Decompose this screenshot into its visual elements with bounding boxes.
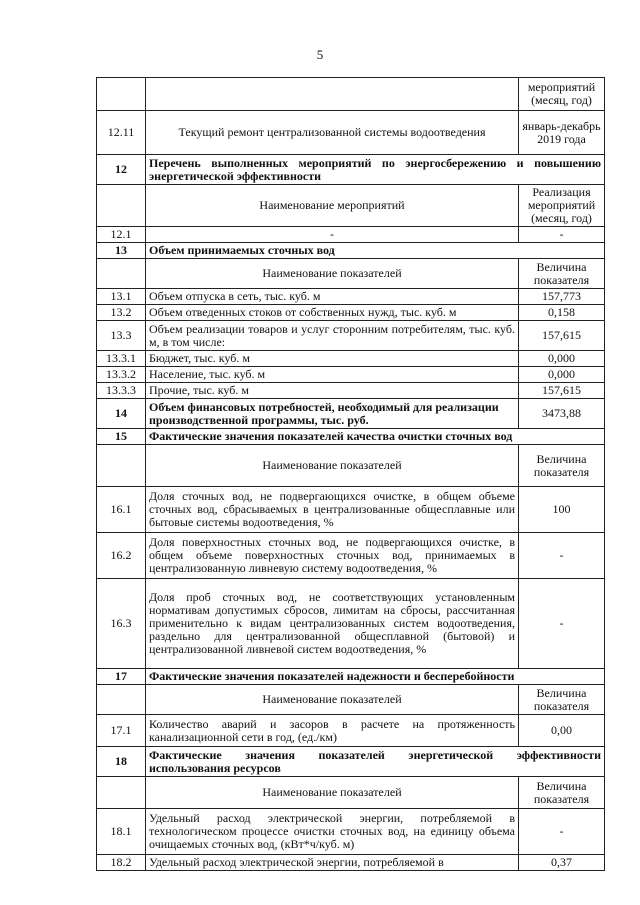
- table-row: [97, 855, 605, 871]
- row-name: Текущий ремонт централизованной системы водоотведения: [146, 111, 519, 155]
- column-header-row: [97, 685, 605, 715]
- table-row: [97, 351, 605, 367]
- table-row: [97, 305, 605, 321]
- column-header-value: Величина показателя: [519, 445, 605, 487]
- empty-cell: [97, 185, 146, 227]
- table-row: [97, 533, 605, 579]
- row-name: -: [146, 227, 519, 243]
- column-header-row: [97, 777, 605, 809]
- section-number: 17: [97, 669, 146, 685]
- row-number: 13.1: [97, 289, 146, 305]
- section-title: Фактические значения показателей энергетической эффективности использования ресурсов: [146, 747, 605, 777]
- section-title: Фактические значения показателей качества очистки сточных вод: [146, 429, 605, 445]
- column-header-value: Величина показателя: [519, 685, 605, 715]
- section-number: 12: [97, 155, 146, 185]
- row-name: Прочие, тыс. куб. м: [146, 383, 519, 399]
- empty-cell: [97, 259, 146, 289]
- row-value: январь-декабрь 2019 года: [519, 111, 605, 155]
- column-header-name: Наименование показателей: [146, 445, 519, 487]
- row-name: Объем отведенных стоков от собственных нужд, тыс. куб. м: [146, 305, 519, 321]
- empty-cell: [97, 777, 146, 809]
- table-row: [97, 487, 605, 533]
- empty-cell: [97, 445, 146, 487]
- row-name: Бюджет, тыс. куб. м: [146, 351, 519, 367]
- row-number: 17.1: [97, 715, 146, 747]
- section-number: 15: [97, 429, 146, 445]
- row-name: Удельный расход электрической энергии, потребляемой в технологическом процессе очистки сточных вод, на единицу объема очищаемых сточных вод, (кВт*ч/куб. м): [146, 809, 519, 855]
- row-number: 13.3.2: [97, 367, 146, 383]
- column-header-value: Величина показателя: [519, 777, 605, 809]
- row-value: 0,37: [519, 855, 605, 871]
- table-row: [97, 367, 605, 383]
- column-header-name: Наименование показателей: [146, 259, 519, 289]
- row-name: Удельный расход электрической энергии, потребляемой в: [146, 855, 519, 871]
- row-value: 0,000: [519, 367, 605, 383]
- row-value: -: [519, 579, 605, 669]
- row-number: 12.1: [97, 227, 146, 243]
- row-value: -: [519, 809, 605, 855]
- row-number: 13.3: [97, 321, 146, 351]
- row-name: Население, тыс. куб. м: [146, 367, 519, 383]
- row-value: 0,158: [519, 305, 605, 321]
- column-header-name: Наименование показателей: [146, 685, 519, 715]
- section-title: Фактические значения показателей надежности и бесперебойности: [146, 669, 605, 685]
- row-name: Объем отпуска в сеть, тыс. куб. м: [146, 289, 519, 305]
- table-row: [97, 383, 605, 399]
- column-header-value: Реализация мероприятий (месяц, год): [519, 185, 605, 227]
- row-number: 16.1: [97, 487, 146, 533]
- section-header-row: [97, 155, 605, 185]
- row-number: [97, 78, 146, 111]
- table-row: [97, 715, 605, 747]
- row-number: 18.1: [97, 809, 146, 855]
- column-header-value: Величина показателя: [519, 259, 605, 289]
- section-title: Объем принимаемых сточных вод: [146, 243, 605, 259]
- row-number: 16.2: [97, 533, 146, 579]
- row-value: 0,00: [519, 715, 605, 747]
- section-header-row: [97, 429, 605, 445]
- section-header-row: [97, 243, 605, 259]
- section-number: 18: [97, 747, 146, 777]
- row-value: 157,615: [519, 321, 605, 351]
- row-number: 18.2: [97, 855, 146, 871]
- column-header-name: Наименование мероприятий: [146, 185, 519, 227]
- row-name: Доля проб сточных вод, не соответствующих установленным нормативам допустимых сбросов, лимитам на сбросы, рассчитанная применительно к видам централизованных систем водоотведения, раздельно для централизованной общесплавной (бытовой) и централизованной ливневой систем водоотведения, %: [146, 579, 519, 669]
- row-name: [146, 78, 519, 111]
- row-name: Количество аварий и засоров в расчете на протяженность канализационной сети в год, (ед./км): [146, 715, 519, 747]
- row-number: 13.3.3: [97, 383, 146, 399]
- column-header-row: [97, 185, 605, 227]
- row-value: 157,615: [519, 383, 605, 399]
- empty-cell: [97, 685, 146, 715]
- section-number: 13: [97, 243, 146, 259]
- row-name: Объем реализации товаров и услуг сторонним потребителям, тыс. куб. м, в том числе:: [146, 321, 519, 351]
- row-name: Доля поверхностных сточных вод, не подвергающихся очистке, в общем объеме поверхностных сточных вод, принимаемых в централизованную ливневую систему водоотведения, %: [146, 533, 519, 579]
- row-value: 0,000: [519, 351, 605, 367]
- section-title: Перечень выполненных мероприятий по энергосбережению и повышению энергетической эффективности: [146, 155, 605, 185]
- page-number: 5: [316, 47, 324, 62]
- table-row: [97, 579, 605, 669]
- table-row: [97, 227, 605, 243]
- row-value: -: [519, 533, 605, 579]
- row-value: -: [519, 227, 605, 243]
- row-number: 13.3.1: [97, 351, 146, 367]
- column-header-row: [97, 445, 605, 487]
- row-value: 100: [519, 487, 605, 533]
- table-row: [97, 321, 605, 351]
- indicators-table: [96, 77, 605, 871]
- table-row: [97, 399, 605, 429]
- row-number: 12.11: [97, 111, 146, 155]
- row-number: 16.3: [97, 579, 146, 669]
- table-row: [97, 809, 605, 855]
- row-name: Объем финансовых потребностей, необходимый для реализации производственной программы, тыс. руб.: [146, 399, 519, 429]
- table-row: [97, 111, 605, 155]
- row-value: 157,773: [519, 289, 605, 305]
- row-number: 13.2: [97, 305, 146, 321]
- column-header-name: Наименование показателей: [146, 777, 519, 809]
- column-header-row: [97, 259, 605, 289]
- section-header-row: [97, 669, 605, 685]
- table-row: [97, 78, 605, 111]
- row-value: мероприятий (месяц, год): [519, 78, 605, 111]
- row-value: 3473,88: [519, 399, 605, 429]
- section-header-row: [97, 747, 605, 777]
- table-row: [97, 289, 605, 305]
- row-name: Доля сточных вод, не подвергающихся очистке, в общем объеме сточных вод, сбрасываемых в централизованные общесплавные или бытовые системы водоотведения, %: [146, 487, 519, 533]
- row-number: 14: [97, 399, 146, 429]
